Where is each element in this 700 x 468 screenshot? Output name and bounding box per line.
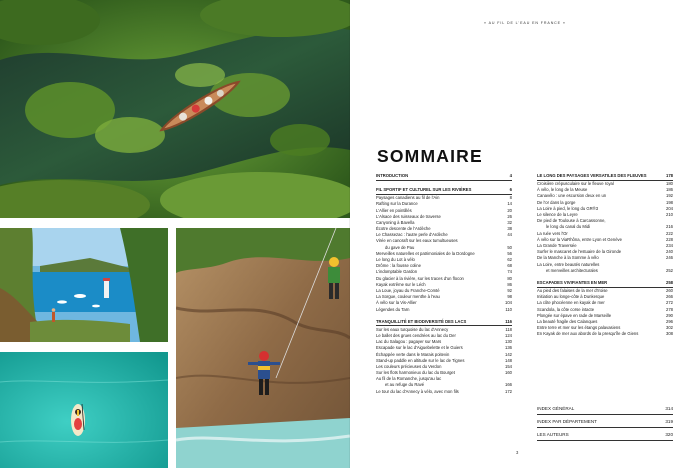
toc-entry-label: Sur les flots harmonieux du lac du Bourget [376, 370, 455, 376]
toc-entry-page: 302 [666, 325, 673, 331]
toc-entry-page: 252 [666, 267, 673, 273]
toc-entry-label: INTRODUCTION [376, 173, 409, 178]
toc-entry-label: La Loire à pied, le long du GR®3 [537, 205, 599, 211]
toc-entry-label: et au refuge du Ravé [385, 382, 425, 388]
toc-entry-page: 32 [507, 219, 512, 225]
toc-entry-label: Paysages canadiens au fil de l'Ain [376, 195, 440, 201]
paddleboard-photo [0, 352, 168, 468]
toc-entry-label: L'Alsace des ruisseaux de traverse [376, 213, 441, 219]
toc-entry-page: 240 [666, 249, 673, 255]
toc-entry-page: 110 [505, 306, 512, 312]
toc-entry-label: Le Chassezac : l'autre perle d'Ardèche [376, 232, 448, 238]
toc-entry-label: À vélo sur la Vis-Allier [376, 300, 417, 306]
toc-entry-label: De l'or dans la gorge [537, 199, 576, 205]
toc-entry-page: 160 [505, 370, 512, 376]
toc-entry-page: 234 [666, 242, 673, 248]
toc-entry-label: Le tour du lac d'Annecy à vélo, avec mon fils [376, 388, 459, 394]
toc-entry-label: L'Allier en pointillés [376, 207, 412, 213]
toc-entry-page: 258 [666, 279, 673, 285]
index-rule [537, 440, 673, 441]
page-title: SOMMAIRE [377, 146, 483, 166]
toc-entry-label: À vélo sur la ViaRhôna, entre Lyon et Genève [537, 236, 622, 242]
toc-section-heading[interactable] [537, 173, 673, 179]
coastal-harbor-photo [0, 228, 168, 342]
toc-section-heading[interactable] [376, 319, 512, 325]
toc-entry-page: 246 [666, 255, 673, 261]
toc-entry-label: La Grande Traversée [537, 242, 577, 248]
toc-entry-page: 178 [666, 173, 673, 178]
toc-entry-label: Rafting sur la Durance [376, 201, 418, 207]
index-entry-label: LES AUTEURS [537, 432, 569, 437]
toc-entry-label: TRANQUILLITÉ ET BIODIVERSITÉ DES LACS [376, 318, 467, 324]
toc-section-heading[interactable] [376, 173, 512, 179]
toc-entry-page: 166 [505, 382, 512, 388]
toc-entry-label: Les couleurs précieuses du Verdon [376, 363, 442, 369]
toc-entry-page: 180 [666, 181, 673, 187]
toc-entry-label: et merveilles architecturales [546, 267, 598, 273]
toc-entry-label: Canavélo : une escursion deux en un [537, 193, 607, 199]
toc-entry-label: Drôme : la fousse coline [376, 263, 421, 269]
toc-entry-page: 142 [505, 351, 512, 357]
toc-entry-page: 80 [507, 275, 512, 281]
aerial-canoe-river-photo [0, 0, 350, 218]
toc-entry-label: De la Manche à la Somme à vélo [537, 255, 599, 261]
toc-entry-page: 198 [666, 199, 673, 205]
toc-entry-label: Escapade sur le lac d'Aiguebelette et le Guiers [376, 345, 463, 351]
toc-entry-page: 116 [505, 318, 512, 324]
toc-entry-label: Croisière crépusculaire sur le fleuve royal [537, 181, 614, 187]
toc-entry-page: 38 [507, 226, 512, 232]
toc-entry-label: Initiation au longe-côte à Dunkerque [537, 294, 605, 300]
toc-entry-label: Merveilles naturelles et patrimoniales de la Dordogne [376, 250, 475, 256]
toc-entry-label: du gave de Pau [385, 244, 415, 250]
toc-entry-label: Virée en canoraft sur les eaux tumultueuses [376, 238, 458, 244]
toc-entry-page: 130 [505, 339, 512, 345]
toc-entry-label: De pied de Toulouse à Carcassonne, [537, 218, 606, 224]
toc-entry-label: La Sorgue, couleur menthe à l'eau [376, 294, 440, 300]
toc-entry[interactable] [537, 331, 673, 337]
toc-entry-page: 124 [505, 332, 512, 338]
toc-entry-page: 86 [507, 281, 512, 287]
toc-entry-page: 210 [666, 212, 673, 218]
toc-entry-page: 266 [666, 294, 673, 300]
toc-entry-label: Surfer le mascaret de l'estuaire de la Gironde [537, 249, 622, 255]
toc-entry-page: 20 [507, 207, 512, 213]
toc-entry[interactable] [376, 307, 512, 313]
toc-entry-label: Scandola, la côte corse intacte [537, 306, 595, 312]
toc-entry-label: Écotre descente de l'Ardèche [376, 226, 431, 232]
toc-column-left [376, 173, 512, 395]
toc-entry[interactable] [376, 389, 512, 395]
toc-entry-page: 4 [509, 173, 512, 178]
toc-entry-page: 290 [666, 312, 673, 318]
toc-entry-label: Échappée verte dans le Marais poitevin [376, 351, 450, 357]
toc-entry-page: 154 [505, 363, 512, 369]
toc-entry-page: 118 [505, 326, 512, 332]
canyoning-photo [176, 228, 350, 468]
toc-entry-page: 44 [507, 232, 512, 238]
toc-entry-page: 98 [507, 294, 512, 300]
toc-entry-page: 136 [505, 345, 512, 351]
toc-entry-label: L'indomptable Gardon [376, 269, 418, 275]
toc-entry-page: 216 [666, 224, 673, 230]
index-entry-page: 314 [665, 406, 673, 411]
toc-entry-page: 172 [505, 388, 512, 394]
toc-section-heading[interactable] [376, 187, 512, 193]
toc-entry-page: 56 [507, 250, 512, 256]
index-entry-label: INDEX GÉNÉRAL [537, 406, 575, 411]
toc-entry-page: 204 [666, 205, 673, 211]
toc-entry-page: 74 [507, 269, 512, 275]
toc-entry-label: Sur les eaux turquoise du lac d'Annecy [376, 326, 449, 332]
toc-entry-page: 104 [505, 300, 512, 306]
toc-entry-label: En Kayak de mer aux abords de la presqu'île de Giens [537, 331, 639, 337]
index-rule [537, 414, 673, 415]
running-header: « AU FIL DE L'EAU EN FRANCE » [484, 21, 566, 25]
index-rule [537, 427, 673, 428]
toc-entry-label: Au pied des falaises de la mer d'Iroise [537, 287, 608, 293]
toc-entry-page: 8 [509, 195, 512, 201]
toc-entry-label: Le long du Lot à vélo [376, 257, 415, 263]
toc-entry-label: FIL SPORTIF ET CULTUREL SUR LES RIVIÈRES [376, 187, 472, 193]
toc-section-heading[interactable] [537, 280, 673, 286]
toc-entry-page: 62 [507, 257, 512, 263]
toc-entry-label: La ruée vers l'Or [537, 230, 568, 236]
index-entry-label: INDEX PAR DÉPARTEMENT [537, 419, 597, 424]
toc-entry-label: le long du canal du Midi [546, 224, 590, 230]
toc-entry-label: La Loire, entre beautés naturelles [537, 261, 600, 267]
toc-entry-label: À vélo, le long de la Meuse [537, 187, 588, 193]
index-entry[interactable] [537, 417, 673, 426]
toc-entry-label: Stand-up paddle en altitude sur le lac de Tignes [376, 357, 465, 363]
toc-entry-page: 92 [507, 287, 512, 293]
toc-entry-page: 68 [507, 263, 512, 269]
toc-entry-page: 186 [666, 187, 673, 193]
toc-entry-label: Légendes du Tarn [376, 306, 410, 312]
toc-entry-page: 260 [666, 287, 673, 293]
toc-entry-page: 6 [509, 187, 512, 193]
toc-entry-label: Kayak extrême sur le Léch [376, 281, 426, 287]
toc-entry-label: Canyoning à Bavella [376, 219, 415, 225]
index-entry-page: 320 [665, 432, 673, 437]
page-number: 3 [516, 450, 519, 455]
toc-entry-page: 272 [666, 300, 673, 306]
toc-entry[interactable] [537, 268, 673, 274]
index-entry[interactable] [537, 430, 673, 439]
toc-entry-label: Le ballet des grues cendrées au lac du Der [376, 332, 456, 338]
toc-entry-label: La Loue, joyau du Franche-Comté [376, 287, 440, 293]
toc-entry-page: 296 [666, 318, 673, 324]
toc-entry-label: Du glacier à la rivière, sur les traces d'un flocon [376, 275, 464, 281]
toc-entry-page: 26 [507, 213, 512, 219]
toc-entry-label: Entre terre et mer sur les étangs palavasiens [537, 325, 621, 331]
index-entry[interactable] [537, 404, 673, 413]
toc-entry-page: 308 [666, 331, 673, 337]
toc-entry-label: LE LONG DES PAYSAGES VERSATILES DES FLEUVES [537, 173, 647, 178]
toc-entry-page: 14 [507, 201, 512, 207]
toc-entry-page: 278 [666, 306, 673, 312]
toc-entry-label: ESCAPADES VIVIFIANTES EN MER [537, 279, 608, 285]
toc-column-right [537, 173, 673, 337]
toc-entry-page: 50 [507, 244, 512, 250]
toc-entry-label: Le silence de la Leyre [537, 212, 578, 218]
toc-entry-label: Plongée sur épave en rade de Marseille [537, 312, 612, 318]
toc-entry-label: La beauté fragile des Calanques [537, 318, 598, 324]
toc-entry-label: La côte phocéenne en kayak de mer [537, 300, 605, 306]
toc-entry-label: Lac du Salagou : pagayer sur Mars [376, 339, 442, 345]
toc-entry-page: 148 [505, 357, 512, 363]
index-entry-page: 319 [665, 419, 673, 424]
toc-entry-page: 222 [666, 230, 673, 236]
toc-entry-label: Au fil de la Romanche, jusqu'au lac [376, 376, 442, 382]
toc-entry-page: 192 [666, 193, 673, 199]
toc-entry-page: 228 [666, 236, 673, 242]
